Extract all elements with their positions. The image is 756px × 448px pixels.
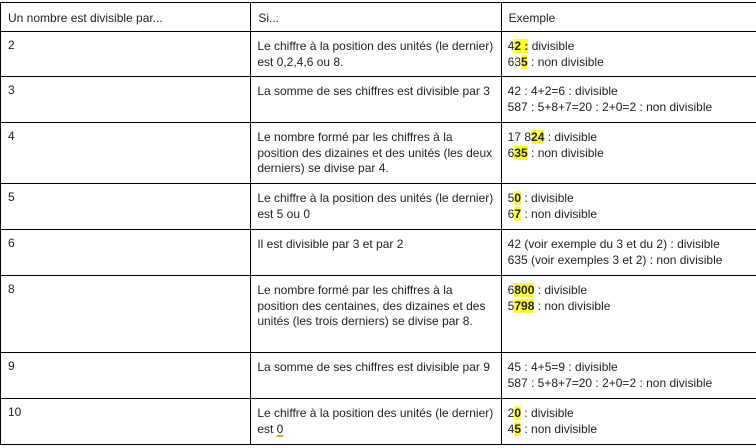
divisibility-table [0, 2, 756, 445]
example-not-divisible [508, 422, 750, 438]
example-not-divisible: 635 (voir exemples 3 et 2) : non divisible [507, 252, 723, 267]
condition-text: Le nombre formé par les chiffres à la position des dizaines et des unités (les deux derniers) se divise par 4. [257, 130, 493, 175]
example-divisible: 42 : 4+2=6 : divisible [507, 84, 618, 98]
divisor-value: 8 [8, 282, 15, 296]
example-prefix: 4 [507, 421, 515, 436]
example-prefix: 2 [507, 406, 515, 420]
divisor-cell [1, 399, 251, 445]
table-row [1, 353, 756, 399]
condition-cell [251, 32, 501, 77]
condition-cell [251, 77, 501, 123]
highlighted-digits: 5 [521, 54, 528, 69]
example-prefix: 6 [507, 206, 515, 221]
example-prefix: 6 [507, 283, 515, 297]
condition-cell [251, 184, 501, 230]
table-row [1, 77, 756, 123]
condition-cell [251, 276, 501, 353]
example-divisible [508, 191, 750, 207]
condition-text [251, 399, 500, 437]
example-suffix: : divisible [544, 130, 598, 144]
condition-cell [251, 399, 501, 445]
divisor-cell [1, 276, 251, 353]
example-cell [501, 123, 756, 184]
highlighted-digits: 35 [514, 145, 528, 160]
divisor-value: 2 [8, 38, 15, 52]
condition-text-prefix: Le chiffre à la position des unités (le dernier) est [257, 406, 494, 436]
condition-text: Le nombre formé par les chiffres à la position des centaines, des dizaines et des unités (les trois derniers) se divise par 8. [257, 283, 486, 328]
table-row [1, 230, 756, 276]
example-cell [501, 77, 756, 123]
example-cell [501, 276, 756, 353]
highlighted-digits: 2 : [514, 39, 529, 53]
example-prefix: 5 [507, 191, 515, 205]
example-suffix: : divisible [521, 191, 574, 205]
divisor-cell [1, 353, 251, 399]
highlighted-digits: 0 [514, 406, 522, 420]
condition-text: Le chiffre à la position des unités (le dernier) est 0,2,4,6 ou 8. [257, 39, 494, 69]
header-condition [251, 3, 501, 32]
table-row [1, 184, 756, 230]
example-suffix: : divisible [534, 283, 588, 297]
condition-cell [251, 123, 501, 184]
example-divisible [508, 130, 750, 146]
example-cell [501, 32, 756, 77]
divisor-value: 6 [8, 236, 15, 250]
divisor-cell [1, 77, 251, 123]
example-divisible [508, 283, 750, 299]
divisor-cell [1, 184, 251, 230]
example-divisible: 42 (voir exemple du 3 et du 2) : divisible [507, 237, 720, 251]
header-divisible-by [1, 3, 251, 32]
example-cell [501, 184, 756, 230]
table-row [1, 399, 756, 445]
spellcheck-underlined-zero[interactable]: 0 [276, 421, 284, 436]
example-suffix: : non divisible [527, 145, 604, 160]
highlighted-digits: 798 [514, 298, 535, 313]
example-suffix: : non divisible [534, 298, 611, 313]
table-row [1, 276, 756, 353]
example-not-divisible [508, 299, 750, 315]
condition-cell [251, 230, 501, 276]
example-not-divisible: 587 : 5+8+7=20 : 2+0=2 : non divisible [507, 99, 713, 114]
table-row [1, 123, 756, 184]
example-cell [501, 399, 756, 445]
condition-text: La somme de ses chiffres est divisible par 9 [257, 360, 490, 374]
divisor-value: 10 [8, 405, 22, 419]
highlighted-digits: 5 [514, 421, 522, 436]
example-prefix: 5 [507, 298, 515, 313]
header-condition-label: Si... [258, 11, 279, 25]
header-divisible-by-label: Un nombre est divisible par... [8, 11, 163, 25]
divisor-cell [1, 123, 251, 184]
header-example [501, 3, 756, 32]
table-row [1, 32, 756, 77]
example-suffix: : non divisible [527, 54, 604, 69]
example-prefix: 6 [507, 145, 515, 160]
highlighted-digits: 24 [531, 130, 545, 144]
example-not-divisible [508, 55, 750, 71]
example-prefix: 63 [507, 54, 522, 69]
divisor-value: 4 [8, 129, 15, 143]
example-not-divisible [508, 207, 750, 223]
divisor-value: 3 [8, 83, 15, 97]
example-cell [501, 353, 756, 399]
example-suffix: : divisible [521, 406, 574, 420]
example-suffix: : non divisible [521, 206, 598, 221]
example-prefix: 17 8 [507, 130, 532, 144]
example-suffix: divisible [528, 39, 575, 53]
header-row [1, 3, 756, 32]
condition-text: Il est divisible par 3 et par 2 [257, 237, 404, 251]
example-not-divisible: 587 : 5+8+7=20 : 2+0=2 : non divisible [507, 375, 713, 390]
example-divisible [508, 39, 750, 55]
highlighted-digits: 800 [514, 283, 535, 297]
condition-cell [251, 353, 501, 399]
example-not-divisible [508, 146, 750, 162]
divisor-cell [1, 230, 251, 276]
example-prefix: 4 [507, 39, 515, 53]
example-divisible [508, 406, 750, 422]
example-cell [501, 230, 756, 276]
highlighted-digits: 7 [514, 206, 522, 221]
example-divisible: 45 : 4+5=9 : divisible [507, 360, 618, 374]
condition-text: Le chiffre à la position des unités (le dernier) est 5 ou 0 [257, 191, 494, 221]
divisor-cell [1, 32, 251, 77]
divisor-value: 5 [8, 190, 15, 204]
header-example-label: Exemple [508, 11, 556, 25]
highlighted-digits: 0 [514, 191, 522, 205]
condition-text: La somme de ses chiffres est divisible par 3 [257, 84, 490, 98]
divisor-value: 9 [8, 359, 15, 373]
example-suffix: : non divisible [521, 421, 598, 436]
